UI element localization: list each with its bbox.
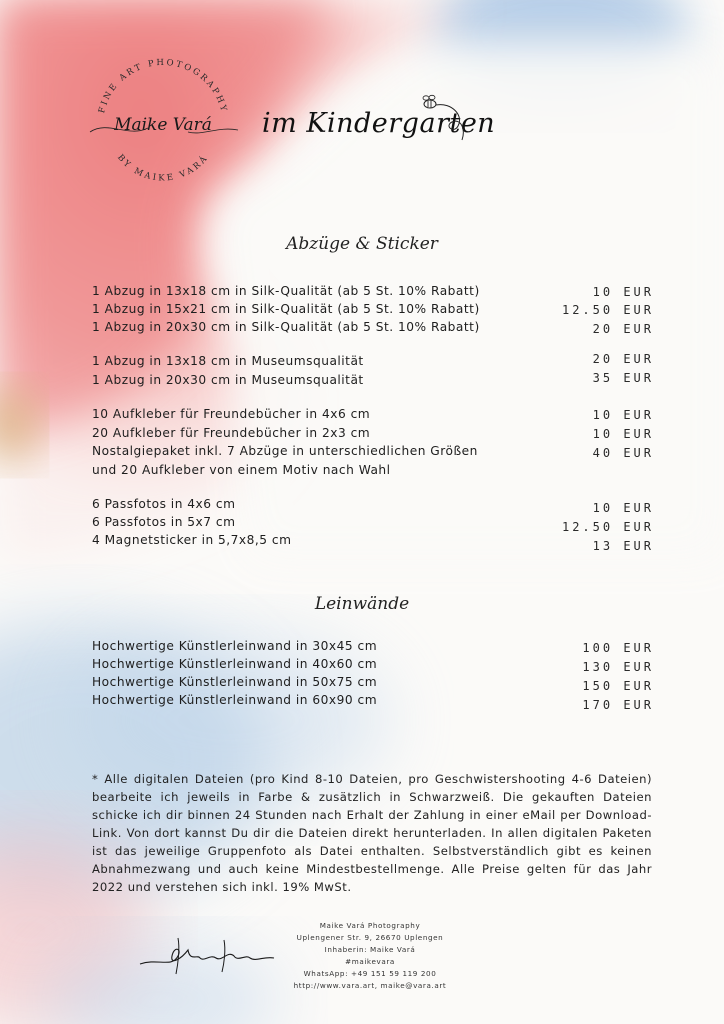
footer-contact — [250, 920, 490, 992]
footer-address: Uplengener Str. 9, 26670 Uplengen — [296, 933, 444, 942]
item-label: 4 Magnetsticker in 5,7x8,5 cm — [92, 533, 292, 547]
price-row — [92, 319, 654, 336]
item-label: Hochwertige Künstlerleinwand in 50x75 cm — [92, 675, 378, 689]
price-row — [92, 496, 654, 513]
price-row — [92, 532, 654, 549]
footer-owner: Inhaberin: Maike Vará — [324, 945, 416, 954]
item-price: 35 EUR — [592, 371, 654, 385]
item-label: 1 Abzug in 13x18 cm in Silk-Qualität (ab 5 St. 10% Rabatt) — [92, 284, 480, 298]
logo-arc-top: FINE ART PHOTOGRAPHY — [97, 57, 229, 115]
item-label: Hochwertige Künstlerleinwand in 30x45 cm — [92, 639, 378, 653]
footer-whatsapp: WhatsApp: +49 151 59 119 200 — [303, 969, 437, 978]
item-label: Hochwertige Künstlerleinwand in 60x90 cm — [92, 693, 378, 707]
brand-logo — [78, 40, 248, 210]
footer-hashtag: #maikevara — [345, 957, 395, 966]
item-label: 1 Abzug in 13x18 cm in Museumsqualität — [92, 354, 364, 368]
price-row — [92, 656, 654, 673]
price-row — [92, 353, 654, 370]
item-label-continued: und 20 Aufkleber von einem Motiv nach Wahl — [92, 463, 391, 477]
section-title-canvas: Leinwände — [314, 594, 410, 614]
item-price: 10 EUR — [592, 408, 654, 422]
item-price: 10 EUR — [592, 285, 654, 299]
price-row — [92, 638, 654, 655]
footer-web-email[interactable]: http://www.vara.art, maike@vara.art — [293, 981, 447, 990]
item-price: 20 EUR — [592, 322, 654, 336]
svg-text:FINE ART PHOTOGRAPHY — [97, 58, 229, 115]
item-price: 13 EUR — [592, 539, 654, 553]
item-price: 170 EUR — [582, 698, 654, 712]
item-label: Nostalgiepaket inkl. 7 Abzüge in unterschiedlichen Größen — [92, 444, 478, 458]
item-price: 10 EUR — [592, 427, 654, 441]
price-row — [92, 406, 654, 423]
item-label: 1 Abzug in 20x30 cm in Silk-Qualität (ab 5 St. 10% Rabatt) — [92, 320, 480, 334]
footer-company: Maike Vará Photography — [319, 921, 421, 930]
item-label: Hochwertige Künstlerleinwand in 40x60 cm — [92, 657, 378, 671]
svg-text:BY MAIKE VARÁ — [115, 151, 211, 183]
price-row — [92, 425, 654, 442]
footnote-paragraph: * Alle digitalen Dateien (pro Kind 8-10 Dateien, pro Geschwistershooting 4-6 Dateien) bearbeite ich jeweils in Farbe & zusätzlich in Schwarzweiß. Die gekauften Dateien schicke ich dir binnen 24 Stunden nach Erhalt der Zahlung in einer eMail per Download-Link. Von dort kannst Du dir die Dateien direkt herunterladen. In allen digitalen Paketen ist das jeweilige Gruppenfoto als Datei enthalten. Selbstverständlich gibt es keinen Abnahmezwang und auch keine Mindestbestellmenge. Alle Preise gelten für das Jahr 2022 und verstehen sich inkl. 19% MwSt. — [92, 772, 652, 894]
page-headline: im Kindergarten — [262, 108, 496, 139]
item-price: 130 EUR — [582, 660, 654, 674]
bee-icon — [412, 92, 472, 152]
logo-arc-bottom: BY MAIKE VARÁ — [115, 152, 211, 184]
item-price: 150 EUR — [582, 679, 654, 693]
price-row — [92, 443, 654, 479]
item-price: 40 EUR — [592, 446, 654, 460]
item-label: 20 Aufkleber für Freundebücher in 2x3 cm — [92, 426, 371, 440]
price-row — [92, 283, 654, 300]
item-label: 6 Passfotos in 4x6 cm — [92, 497, 236, 511]
item-label: 1 Abzug in 20x30 cm in Museumsqualität — [92, 373, 364, 387]
item-label: 1 Abzug in 15x21 cm in Silk-Qualität (ab 5 St. 10% Rabatt) — [92, 302, 480, 316]
section-title-prints: Abzüge & Sticker — [286, 234, 438, 254]
item-price: 10 EUR — [592, 501, 654, 515]
price-row — [92, 692, 654, 709]
price-row — [92, 674, 654, 691]
item-price: 100 EUR — [582, 641, 654, 655]
price-row — [92, 372, 654, 389]
item-price: 20 EUR — [592, 352, 654, 366]
item-label: 6 Passfotos in 5x7 cm — [92, 515, 236, 529]
item-price: 12.50 EUR — [561, 303, 654, 317]
item-price: 12.50 EUR — [561, 520, 654, 534]
logo-signature: Maike Vará — [114, 115, 212, 135]
item-label: 10 Aufkleber für Freundebücher in 4x6 cm — [92, 407, 371, 421]
